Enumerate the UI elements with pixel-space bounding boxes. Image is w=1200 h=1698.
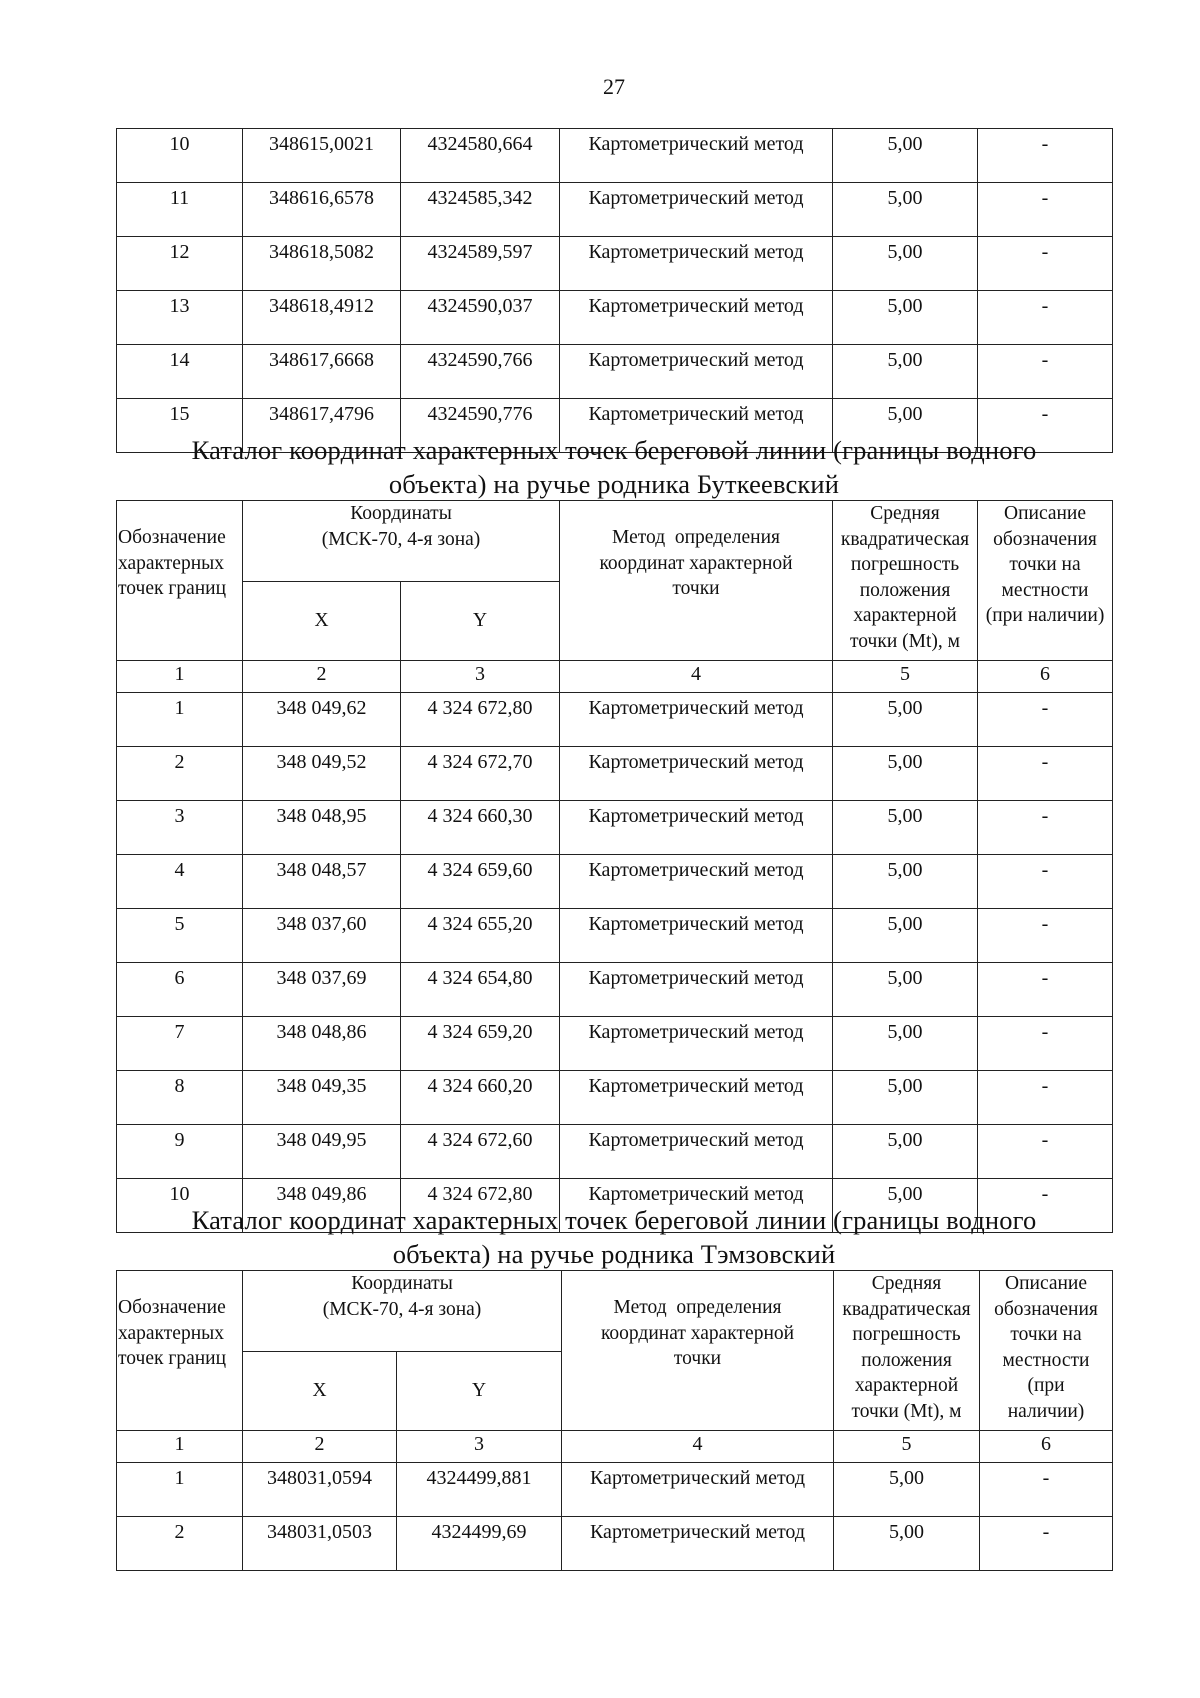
section3-caption-line1: Каталог координат характерных точек береговой линии (границы водного xyxy=(191,1205,1037,1235)
method-cell: Картометрический метод xyxy=(560,801,833,855)
coord-y-cell: 4 324 672,70 xyxy=(401,747,560,801)
table-row xyxy=(117,183,1113,237)
description-cell: - xyxy=(978,129,1113,183)
coord-y-cell: 4324585,342 xyxy=(401,183,560,237)
coord-x-cell: 348 049,95 xyxy=(243,1125,401,1179)
column-number-cell: 3 xyxy=(397,1431,562,1463)
coord-y-cell: 4 324 660,20 xyxy=(401,1071,560,1125)
mean-error-cell: 5,00 xyxy=(833,345,978,399)
description-cell: - xyxy=(978,399,1113,453)
point-number-cell: 1 xyxy=(117,693,243,747)
coord-y-cell: 4324590,766 xyxy=(401,345,560,399)
method-cell: Картометрический метод xyxy=(560,693,833,747)
mean-error-cell: 5,00 xyxy=(834,1463,980,1517)
mean-error-cell: 5,00 xyxy=(833,399,978,453)
point-number-cell: 5 xyxy=(117,909,243,963)
coord-x-cell: 348617,4796 xyxy=(243,399,401,453)
point-number-cell: 9 xyxy=(117,1125,243,1179)
column-number-cell: 4 xyxy=(560,661,833,693)
coord-x-cell: 348616,6578 xyxy=(243,183,401,237)
method-cell: Картометрический метод xyxy=(560,747,833,801)
column-number-cell: 6 xyxy=(978,661,1113,693)
method-cell: Картометрический метод xyxy=(560,909,833,963)
coordinates-table-continued xyxy=(116,128,1113,453)
coord-y-cell: 4 324 672,80 xyxy=(401,693,560,747)
table-row xyxy=(117,747,1113,801)
table-row xyxy=(117,237,1113,291)
coord-x-cell: 348031,0594 xyxy=(243,1463,397,1517)
table3-body xyxy=(117,1463,1113,1571)
header-x: X xyxy=(243,582,401,661)
table-row xyxy=(117,963,1113,1017)
description-cell: - xyxy=(980,1463,1113,1517)
method-cell: Картометрический метод xyxy=(560,237,833,291)
method-cell: Картометрический метод xyxy=(560,183,833,237)
description-cell: - xyxy=(978,291,1113,345)
column-number-cell: 2 xyxy=(243,661,401,693)
description-cell: - xyxy=(978,1071,1113,1125)
column-number-cell: 4 xyxy=(562,1431,834,1463)
coord-y-cell: 4324589,597 xyxy=(401,237,560,291)
table3-header xyxy=(117,1271,1113,1463)
description-cell: - xyxy=(978,693,1113,747)
method-cell: Картометрический метод xyxy=(560,1071,833,1125)
header-designation: Обозначение характерных точек границ xyxy=(117,501,243,661)
coord-x-cell: 348618,5082 xyxy=(243,237,401,291)
coord-y-cell: 4324499,881 xyxy=(397,1463,562,1517)
coord-y-cell: 4324590,037 xyxy=(401,291,560,345)
method-cell: Картометрический метод xyxy=(562,1463,834,1517)
mean-error-cell: 5,00 xyxy=(833,237,978,291)
method-cell: Картометрический метод xyxy=(560,1179,833,1233)
header-error: Средняя квадратическая погрешность положения характерной точки (Mt), м xyxy=(833,501,978,661)
column-number-cell: 5 xyxy=(834,1431,980,1463)
table-row xyxy=(117,909,1113,963)
page-number: 27 xyxy=(603,74,625,99)
table-row xyxy=(117,693,1113,747)
header-description: Описание обозначения точки на местности (при наличии) xyxy=(978,501,1113,661)
description-cell: - xyxy=(978,909,1113,963)
point-number-cell: 3 xyxy=(117,801,243,855)
column-numbers-row xyxy=(117,1431,1113,1463)
coord-y-cell: 4 324 659,60 xyxy=(401,855,560,909)
header-coordinates: Координаты (МСК-70, 4-я зона) xyxy=(243,501,560,582)
section2-caption-line1: Каталог координат характерных точек береговой линии (границы водного xyxy=(191,435,1037,465)
mean-error-cell: 5,00 xyxy=(833,855,978,909)
coord-x-cell: 348615,0021 xyxy=(243,129,401,183)
coord-x-cell: 348618,4912 xyxy=(243,291,401,345)
description-cell: - xyxy=(978,1125,1113,1179)
mean-error-cell: 5,00 xyxy=(833,1071,978,1125)
header-coordinates: Координаты (МСК-70, 4-я зона) xyxy=(243,1271,562,1352)
description-cell: - xyxy=(978,1017,1113,1071)
table2-header xyxy=(117,501,1113,693)
coord-y-cell: 4324499,69 xyxy=(397,1517,562,1571)
description-cell: - xyxy=(978,801,1113,855)
mean-error-cell: 5,00 xyxy=(833,801,978,855)
section2-caption xyxy=(116,433,1112,501)
method-cell: Картометрический метод xyxy=(560,855,833,909)
point-number-cell: 11 xyxy=(117,183,243,237)
method-cell: Картометрический метод xyxy=(560,1125,833,1179)
table-row xyxy=(117,291,1113,345)
description-cell: - xyxy=(978,1179,1113,1233)
header-method: Метод определения координат характерной точки xyxy=(562,1271,834,1431)
column-number-cell: 1 xyxy=(117,1431,243,1463)
header-method: Метод определения координат характерной точки xyxy=(560,501,833,661)
point-number-cell: 2 xyxy=(117,747,243,801)
header-error: Средняя квадратическая погрешность положения характерной точки (Mt), м xyxy=(834,1271,980,1431)
point-number-cell: 1 xyxy=(117,1463,243,1517)
method-cell: Картометрический метод xyxy=(560,1017,833,1071)
temzovsky-coordinates-table xyxy=(116,1270,1113,1571)
mean-error-cell: 5,00 xyxy=(833,1125,978,1179)
mean-error-cell: 5,00 xyxy=(833,183,978,237)
coord-y-cell: 4 324 659,20 xyxy=(401,1017,560,1071)
point-number-cell: 13 xyxy=(117,291,243,345)
coord-x-cell: 348031,0503 xyxy=(243,1517,397,1571)
description-cell: - xyxy=(978,237,1113,291)
point-number-cell: 12 xyxy=(117,237,243,291)
section3-caption xyxy=(116,1203,1112,1271)
coord-y-cell: 4324580,664 xyxy=(401,129,560,183)
section3-caption-line2: объекта) на ручье родника Тэмзовский xyxy=(392,1239,836,1269)
description-cell: - xyxy=(978,183,1113,237)
table-row xyxy=(117,1463,1113,1517)
column-number-cell: 1 xyxy=(117,661,243,693)
method-cell: Картометрический метод xyxy=(560,399,833,453)
table-row xyxy=(117,1017,1113,1071)
coord-y-cell: 4324590,776 xyxy=(401,399,560,453)
coord-y-cell: 4 324 672,80 xyxy=(401,1179,560,1233)
point-number-cell: 2 xyxy=(117,1517,243,1571)
mean-error-cell: 5,00 xyxy=(833,963,978,1017)
coord-y-cell: 4 324 660,30 xyxy=(401,801,560,855)
table-row xyxy=(117,1125,1113,1179)
mean-error-cell: 5,00 xyxy=(834,1517,980,1571)
column-number-cell: 3 xyxy=(401,661,560,693)
coord-x-cell: 348 048,57 xyxy=(243,855,401,909)
header-designation: Обозначение характерных точек границ xyxy=(117,1271,243,1431)
table1-body xyxy=(117,129,1113,453)
coord-x-cell: 348 049,52 xyxy=(243,747,401,801)
header-y: Y xyxy=(401,582,560,661)
mean-error-cell: 5,00 xyxy=(833,909,978,963)
section2-caption-line2: объекта) на ручье родника Буткеевский xyxy=(388,469,840,499)
description-cell: - xyxy=(978,855,1113,909)
column-numbers-row xyxy=(117,661,1113,693)
table-row xyxy=(117,129,1113,183)
point-number-cell: 4 xyxy=(117,855,243,909)
column-number-cell: 5 xyxy=(833,661,978,693)
table-row xyxy=(117,1517,1113,1571)
butkeevsky-coordinates-table xyxy=(116,500,1113,1233)
point-number-cell: 14 xyxy=(117,345,243,399)
mean-error-cell: 5,00 xyxy=(833,747,978,801)
mean-error-cell: 5,00 xyxy=(833,693,978,747)
coord-y-cell: 4 324 672,60 xyxy=(401,1125,560,1179)
coord-x-cell: 348 049,35 xyxy=(243,1071,401,1125)
method-cell: Картометрический метод xyxy=(560,129,833,183)
mean-error-cell: 5,00 xyxy=(833,1017,978,1071)
mean-error-cell: 5,00 xyxy=(833,291,978,345)
method-cell: Картометрический метод xyxy=(562,1517,834,1571)
description-cell: - xyxy=(980,1517,1113,1571)
description-cell: - xyxy=(978,345,1113,399)
coord-y-cell: 4 324 655,20 xyxy=(401,909,560,963)
point-number-cell: 7 xyxy=(117,1017,243,1071)
point-number-cell: 15 xyxy=(117,399,243,453)
header-description: Описание обозначения точки на местности (при наличии) xyxy=(980,1271,1113,1431)
column-number-cell: 6 xyxy=(980,1431,1113,1463)
point-number-cell: 6 xyxy=(117,963,243,1017)
table2-body xyxy=(117,693,1113,1233)
mean-error-cell: 5,00 xyxy=(833,1179,978,1233)
coord-x-cell: 348617,6668 xyxy=(243,345,401,399)
table-row xyxy=(117,345,1113,399)
point-number-cell: 10 xyxy=(117,1179,243,1233)
column-number-cell: 2 xyxy=(243,1431,397,1463)
table-row xyxy=(117,855,1113,909)
header-x: X xyxy=(243,1352,397,1431)
method-cell: Картометрический метод xyxy=(560,345,833,399)
coord-x-cell: 348 037,69 xyxy=(243,963,401,1017)
coord-x-cell: 348 048,95 xyxy=(243,801,401,855)
description-cell: - xyxy=(978,963,1113,1017)
point-number-cell: 8 xyxy=(117,1071,243,1125)
coord-x-cell: 348 048,86 xyxy=(243,1017,401,1071)
header-y: Y xyxy=(397,1352,562,1431)
coord-x-cell: 348 049,86 xyxy=(243,1179,401,1233)
mean-error-cell: 5,00 xyxy=(833,129,978,183)
point-number-cell: 10 xyxy=(117,129,243,183)
method-cell: Картометрический метод xyxy=(560,963,833,1017)
coord-x-cell: 348 037,60 xyxy=(243,909,401,963)
coord-x-cell: 348 049,62 xyxy=(243,693,401,747)
coord-y-cell: 4 324 654,80 xyxy=(401,963,560,1017)
method-cell: Картометрический метод xyxy=(560,291,833,345)
table-row xyxy=(117,1071,1113,1125)
table-row xyxy=(117,801,1113,855)
description-cell: - xyxy=(978,747,1113,801)
